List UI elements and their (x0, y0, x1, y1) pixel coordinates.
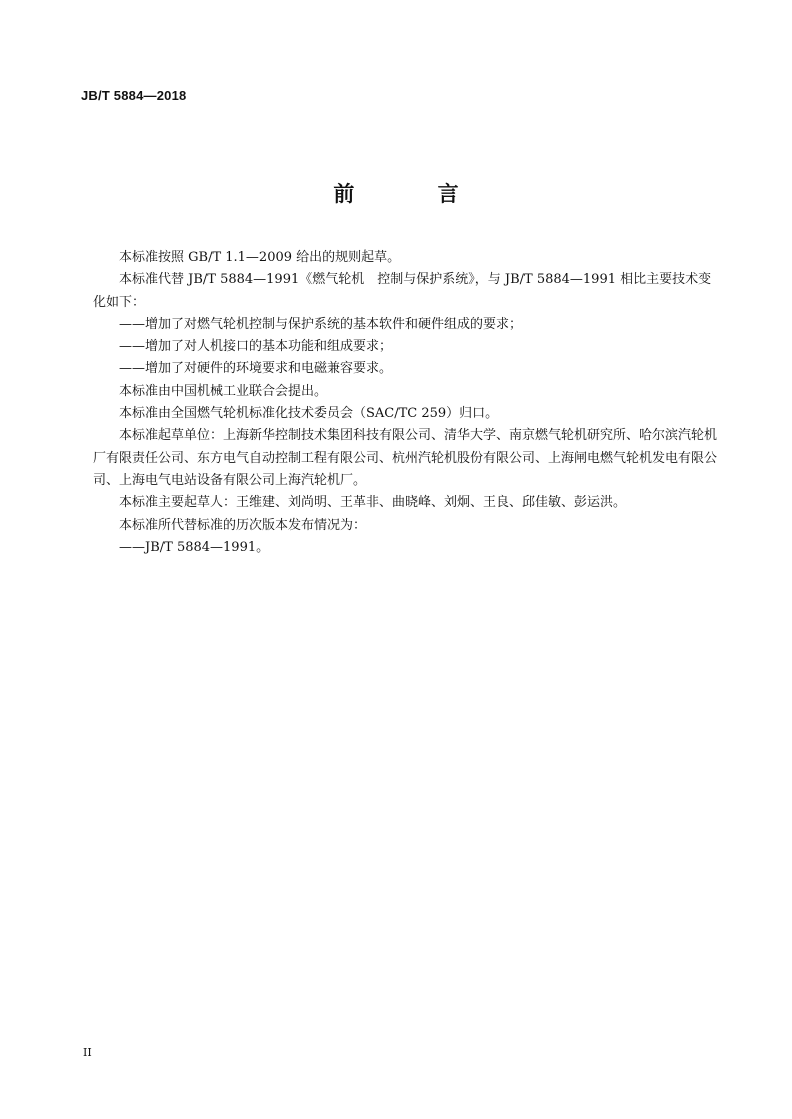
foreword-body (93, 247, 721, 559)
change-item-software-hardware: ——增加了对燃气轮机控制与保护系统的基本软件和硬件组成的要求； (119, 316, 523, 332)
standard-code: JB/T 5884—2018 (81, 88, 187, 103)
paragraph-previous-editions: 本标准所代替标准的历次版本发布情况为： (119, 517, 367, 533)
paragraph-drafters: 本标准主要起草人：王维建、刘尚明、王革非、曲晓峰、刘炯、王良、邱佳敏、彭运洪。 (119, 495, 627, 511)
page-title: 前 言 (333, 182, 497, 206)
paragraph-drafting-organizations: 本标准起草单位：上海新华控制技术集团科技有限公司、清华大学、南京燃气轮机研究所、哈尔滨汽轮机厂有限责任公司、东方电气自动控制工程有限公司、杭州汽轮机股份有限公司、上海闸电燃气轮机发电有限公司、上海电气电站设备有限公司上海汽轮机厂。 (93, 428, 718, 488)
change-item-hmi: ——增加了对人机接口的基本功能和组成要求； (119, 339, 393, 355)
change-item-environment-emc: ——增加了对硬件的环境要求和电磁兼容要求。 (119, 361, 393, 377)
previous-edition-item: ——JB/T 5884—1991。 (119, 539, 270, 555)
paragraph-proposed-by: 本标准由中国机械工业联合会提出。 (119, 383, 328, 399)
paragraph-administered-by: 本标准由全国燃气轮机标准化技术委员会（SAC/TC 259）归口。 (119, 406, 499, 422)
paragraph-drafting-rules: 本标准按照 GB/T 1.1—2009 给出的规则起草。 (119, 250, 401, 265)
paragraph-replacement: 本标准代替 JB/T 5884—1991《燃气轮机 控制与保护系统》，与 JB/T 5884—1991 相比主要技术变化如下： (93, 272, 712, 310)
page-number: II (83, 1046, 92, 1059)
